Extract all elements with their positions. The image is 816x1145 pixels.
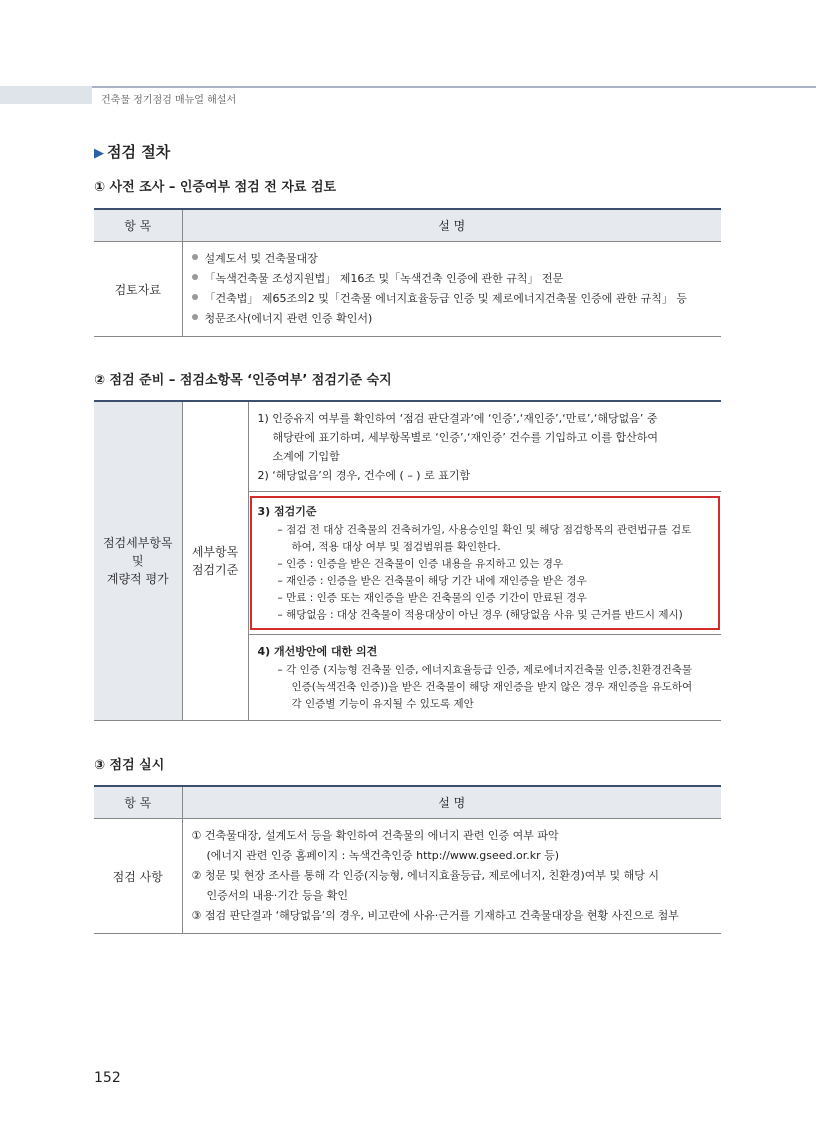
table-header-row [94, 209, 721, 242]
section-title-text: 점검 절차 [107, 143, 171, 161]
list-item: 「건축법」 제65조의2 및「건축물 에너지효율등급 인증 및 제로에너지건축물 인증에 관한 규칙」 등 [192, 289, 713, 309]
bullet-dot-icon [192, 254, 198, 260]
section-title [94, 141, 170, 162]
col-header-item: 항 목 [94, 786, 182, 819]
list-item: (에너지 관련 인증 홈페이지 : 녹색건축인증 http://www.gseed.or.kr 등) [206, 849, 560, 862]
table-row [94, 242, 721, 337]
table-header-row [94, 786, 721, 819]
highlight-box: 3) 점검기준 – 점검 전 대상 건축물의 건축허가일, 사용승인일 확인 및 해당 점검항목의 관련법규를 검토 하여, 적용 대상 여부 및 점검범위를 확인한다. – 인증 : 인증을 받은 건축물이 인증 내용을 유지하고 있는 경우 – 재인증 : 인증을 받은 건축물이 해당 기간 내에 재인증을 받은 경우 – 만료 : 인증 또는 재인증을 받은 건축물의 인증 기간이 만료된 경우 – 해당없음 : 대상 건축물이 적용대상이 아닌 경우 (해당없음 사유 및 근거를 반드시 제시) [250, 496, 721, 630]
list-item: ② 청문 및 현장 조사를 통해 각 인증(지능형, 에너지효율등급, 제로에너지, 친환경)여부 및 해당 시 [191, 869, 660, 882]
header-accent [0, 86, 92, 104]
sub3-heading: ③ 점검 실시 [94, 758, 165, 773]
left-label: 점검세부항목 및 계량적 평가 [94, 401, 182, 721]
col-header-desc: 설 명 [182, 209, 721, 242]
list-item: ① 건축물대장, 설계도서 등을 확인하여 건축물의 에너지 관련 인증 여부 파악 [191, 829, 559, 842]
running-header: 건축물 정기점검 매뉴얼 해설서 [101, 95, 237, 106]
bullet-dot-icon [192, 274, 198, 280]
row-label: 점검 사항 [94, 819, 182, 934]
row-desc [182, 242, 721, 337]
numbered-list [184, 820, 721, 932]
mid-label: 세부항목 점검기준 [182, 401, 248, 721]
inspection-criteria-table [94, 400, 721, 721]
list-item: 설계도서 및 건축물대장 [192, 249, 713, 269]
block-improvement: 4) 개선방안에 대한 의견 – 각 인증 (지능형 건축물 인증, 에너지효율등급 인증, 제로에너지건축물 인증,친환경건축물 인증(녹색건축 인증))을 받은 건축물이 해당 재인증을 받지 않은 경우 재인증을 유도하여 각 인증별 기능이 유지될 수 있도록 제안 [248, 635, 721, 721]
sub1-heading: ① 사전 조사 – 인증여부 점검 전 자료 검토 [94, 180, 337, 195]
page-number: 152 [94, 1070, 121, 1086]
header-line [92, 86, 816, 88]
list-item: 「녹색건축물 조성지원법」 제16조 및「녹색건축 인증에 관한 규칙」 전문 [192, 269, 713, 289]
row-label: 검토자료 [94, 242, 182, 337]
block-criteria [248, 492, 721, 635]
bullet-dot-icon [192, 294, 198, 300]
table-row [94, 401, 721, 492]
bullet-list [184, 243, 721, 335]
list-item: 청문조사(에너지 관련 인증 확인서) [192, 309, 713, 329]
col-header-desc: 설 명 [182, 786, 721, 819]
list-item: 인증서의 내용·기간 등을 확인 [206, 889, 348, 902]
col-header-item: 항 목 [94, 209, 182, 242]
inspection-execution-table [94, 785, 721, 934]
row-desc [182, 819, 721, 934]
bullet-dot-icon [192, 314, 198, 320]
list-item: ③ 점검 판단결과 ‘해당없음’의 경우, 비고란에 사유·근거를 기재하고 건축물대장을 현황 사진으로 첨부 [191, 909, 679, 922]
block-marking-rules: 1) 인증유지 여부를 확인하여 ‘점검 판단결과’에 ‘인증’,‘재인증’,‘만료’,‘해당없음’ 중 해당란에 표기하며, 세부항목별로 ‘인증’,‘재인증’ 건수를 기입하고 이를 합산하여 소계에 기입함 2) ‘해당없음’의 경우, 건수에 ( – ) 로 표기함 [248, 401, 721, 492]
table-row [94, 819, 721, 934]
triangle-bullet-icon: ▶ [94, 146, 104, 161]
review-materials-table [94, 208, 721, 337]
sub2-heading: ② 점검 준비 – 점검소항목 ‘인증여부’ 점검기준 숙지 [94, 373, 392, 388]
